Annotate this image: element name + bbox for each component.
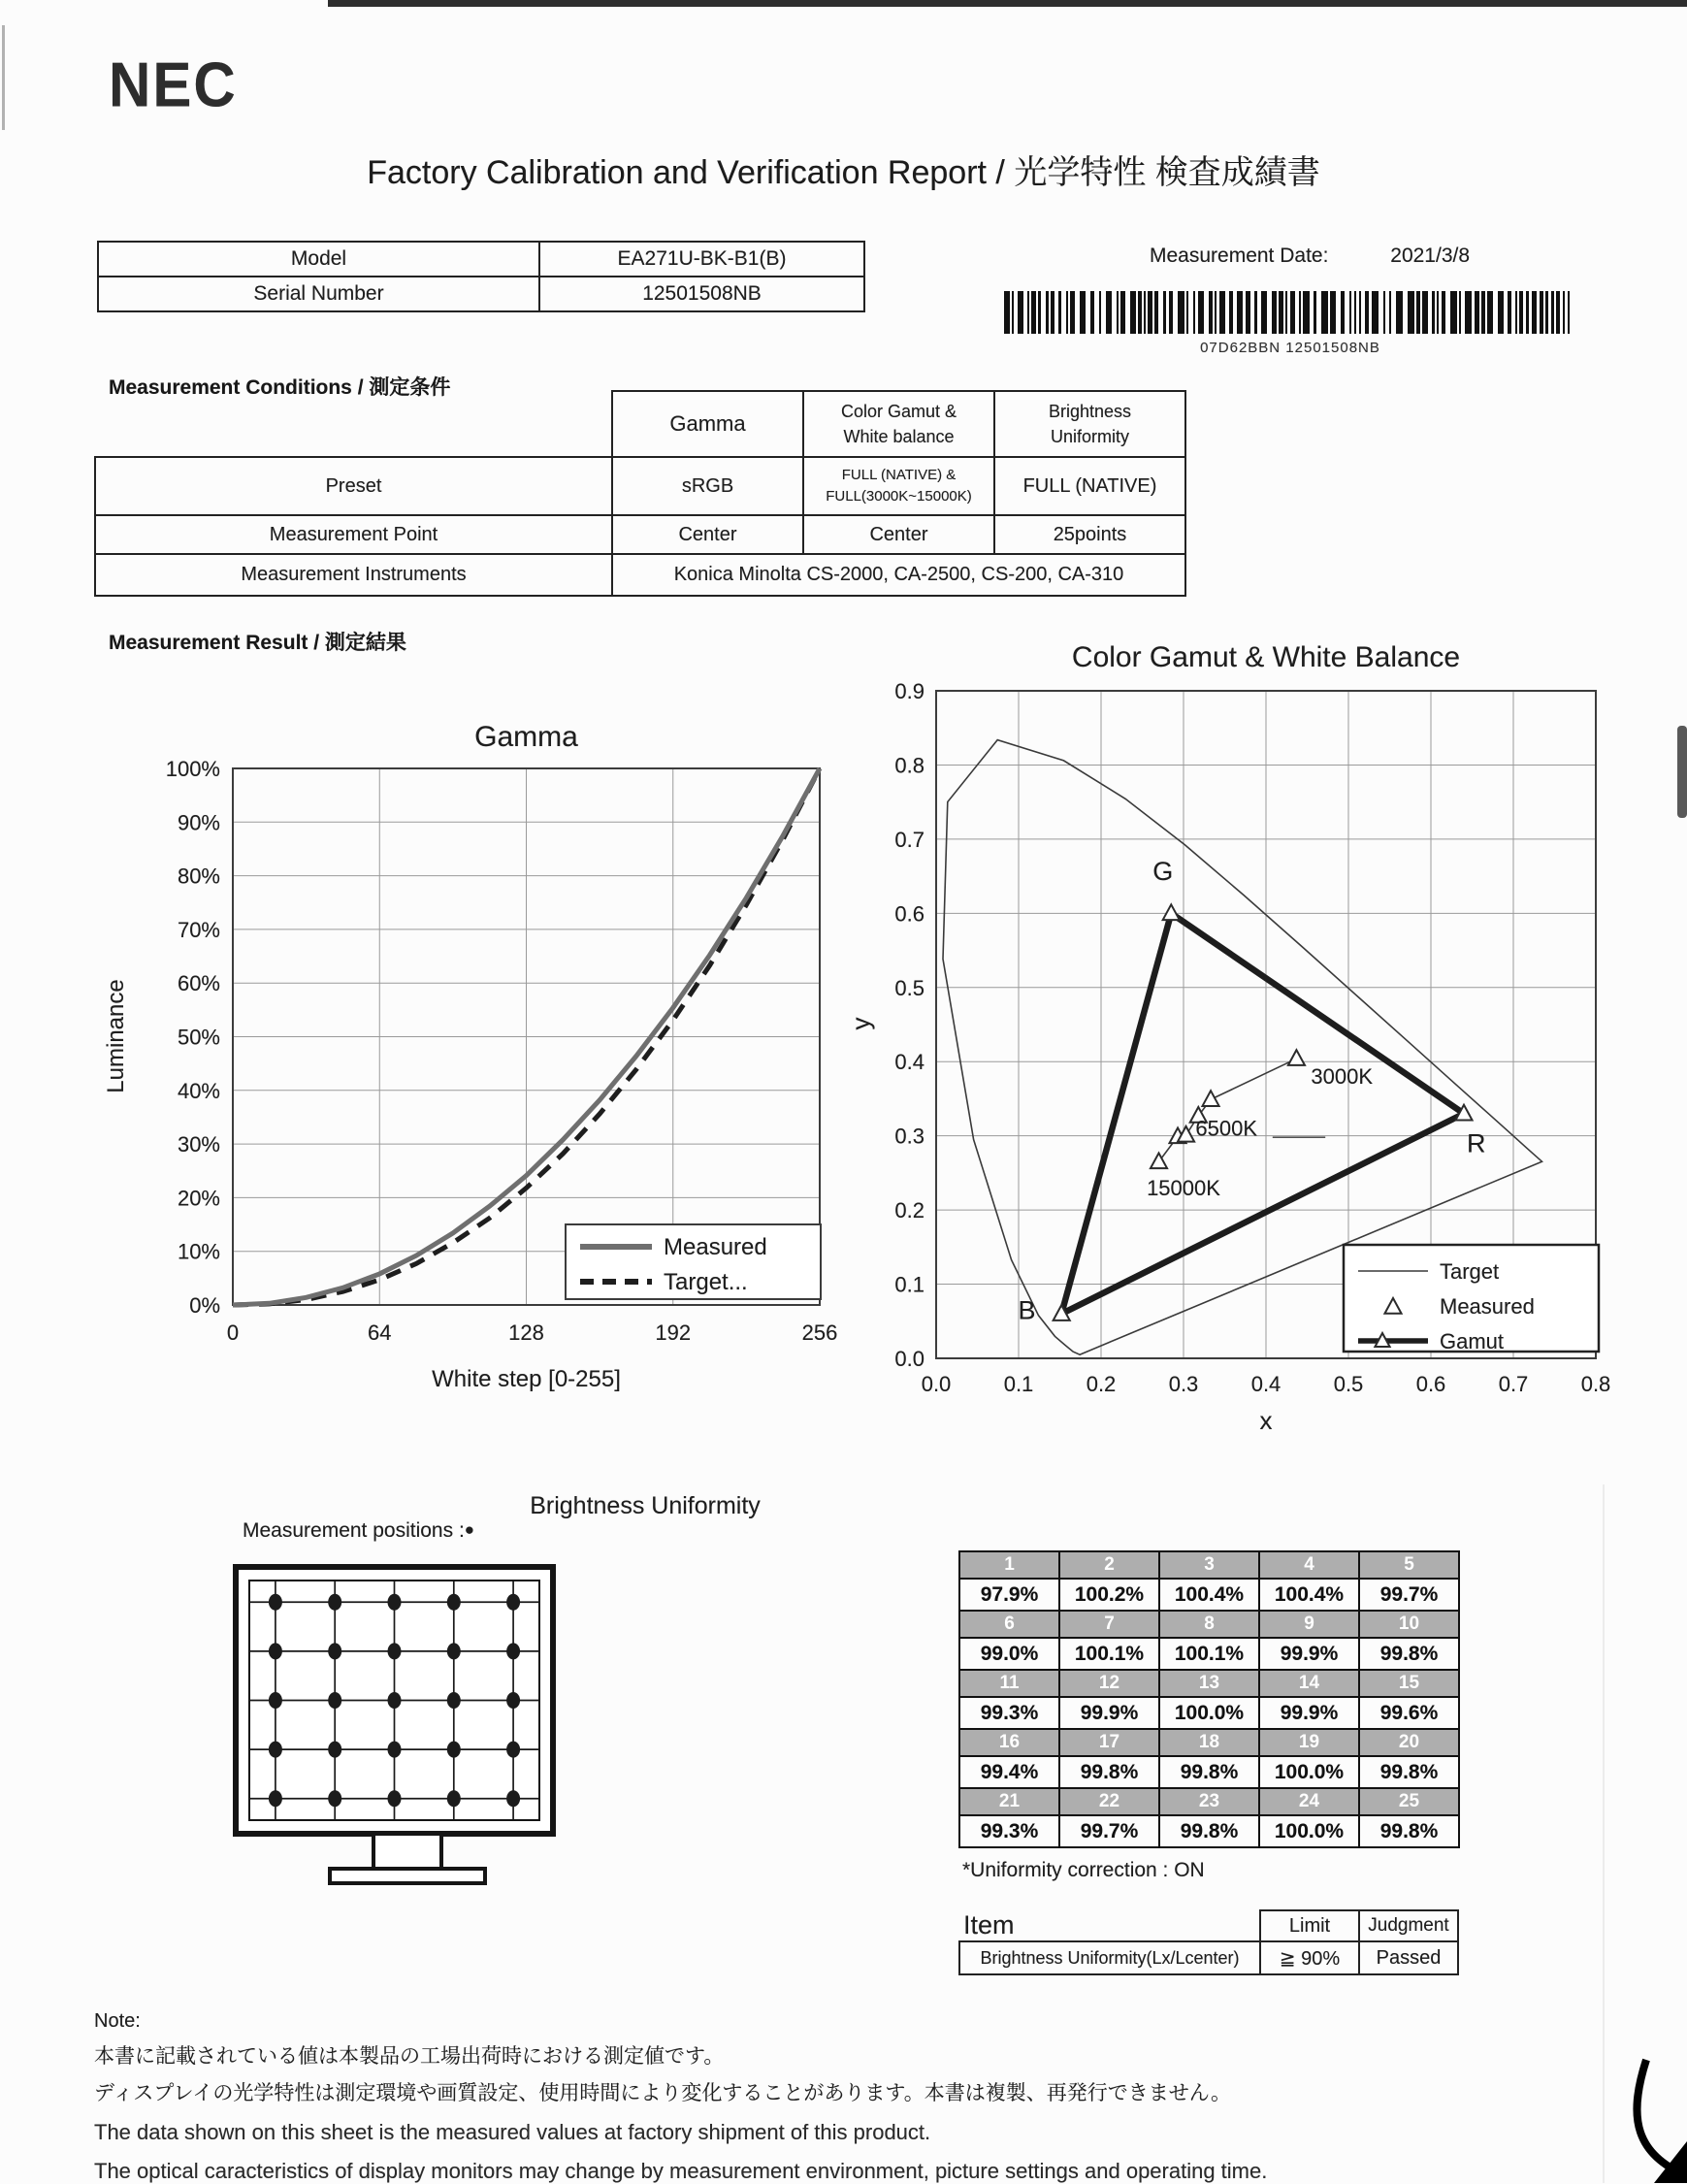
gamma-y-tick-label: 20% — [177, 1186, 220, 1211]
point-label: Measurement Point — [95, 515, 612, 554]
gamma-y-tick-label: 80% — [177, 864, 220, 889]
white-point-label: 3000K — [1311, 1064, 1374, 1090]
monitor-stand-base — [330, 1869, 485, 1883]
barcode-bar — [1070, 291, 1075, 334]
conditions-corner-cell — [95, 391, 612, 457]
uniformity-cell-value: 100.0% — [1159, 1697, 1259, 1729]
measurement-position-dot — [388, 1790, 402, 1807]
barcode-bar — [1237, 291, 1243, 334]
vertex-label-R: R — [1467, 1128, 1486, 1158]
uniformity-cell-value: 99.8% — [1159, 1756, 1259, 1788]
barcode-bar — [1290, 291, 1295, 334]
uniformity-cell-number: 25 — [1359, 1788, 1459, 1815]
barcode-bar — [1556, 291, 1560, 334]
uniformity-cell-value: 100.2% — [1059, 1579, 1159, 1611]
page-title: Factory Calibration and Verification Report / 光学特性 検査成績書 — [367, 154, 1320, 191]
barcode-bar — [1526, 291, 1529, 334]
measurement-position-dot — [328, 1790, 341, 1807]
barcode-bar — [1299, 291, 1301, 334]
conditions-header-gamut — [803, 391, 994, 457]
barcode-bar — [1144, 291, 1146, 334]
preset-label: Preset — [95, 457, 612, 515]
barcode-bar — [1012, 291, 1014, 334]
point-uniformity: 25points — [994, 515, 1185, 554]
gamma-y-tick-label: 40% — [177, 1078, 220, 1103]
table-row — [98, 242, 864, 277]
color-gamut-chart — [844, 636, 1620, 1455]
barcode-bar — [1372, 291, 1379, 334]
measurement-position-dot — [447, 1790, 461, 1807]
uniformity-cell-value: 99.8% — [1059, 1756, 1159, 1788]
barcode-bar — [1186, 291, 1188, 334]
measurement-position-dot — [388, 1643, 402, 1659]
white-point-label: 6500K — [1195, 1116, 1258, 1141]
measurement-position-dot — [506, 1742, 520, 1758]
barcode-bar — [1508, 291, 1511, 334]
gamut-y-tick-label: 0.1 — [894, 1272, 925, 1297]
barcode-bar — [1215, 291, 1217, 334]
uniformity-correction-note: *Uniformity correction : ON — [962, 1859, 1205, 1881]
uniformity-value-row — [959, 1756, 1459, 1788]
barcode-bar — [1130, 291, 1136, 334]
uniformity-cell-number: 18 — [1159, 1729, 1259, 1756]
uniformity-cell-number: 16 — [959, 1729, 1059, 1756]
barcode-bar — [1422, 291, 1428, 334]
gamma-y-tick-label: 90% — [177, 810, 220, 835]
measured-white-point-marker — [1203, 1091, 1219, 1106]
gamma-chart — [102, 713, 849, 1417]
preset-gamut — [803, 457, 994, 515]
barcode-bar — [1148, 291, 1152, 334]
gamut-x-tick-label: 0.4 — [1250, 1372, 1281, 1396]
cell-line: FULL (NATIVE) & — [841, 466, 957, 483]
uniformity-cell-number: 14 — [1259, 1670, 1359, 1697]
barcode-bar — [1519, 291, 1523, 334]
barcode-bar — [1515, 291, 1517, 334]
barcode-bar — [1354, 291, 1356, 334]
gamut-vertex-marker-g — [1163, 904, 1180, 920]
uniformity-cell-value: 99.8% — [1159, 1815, 1259, 1847]
white-point-label: 15000K — [1147, 1175, 1220, 1200]
barcode-bar — [1532, 291, 1537, 334]
uniformity-cell-number: 10 — [1359, 1611, 1459, 1638]
model-serial-table — [97, 241, 865, 312]
barcode-bar — [1219, 291, 1225, 334]
barcode-bar — [1437, 291, 1439, 334]
table-row — [95, 391, 1185, 457]
measurement-position-dot — [447, 1594, 461, 1611]
uniformity-cell-value: 97.9% — [959, 1579, 1059, 1611]
uniformity-cell-number: 4 — [1259, 1551, 1359, 1579]
gamut-legend-gamut: Gamut — [1440, 1329, 1505, 1353]
barcode-bar — [1396, 291, 1403, 334]
measurement-position-dot — [388, 1692, 402, 1709]
scan-artifact-right-smudge — [1677, 726, 1687, 818]
barcode-bar — [1481, 291, 1485, 334]
uniformity-cell-number: 8 — [1159, 1611, 1259, 1638]
measurement-position-dot — [328, 1594, 341, 1611]
gamut-chart-title: Color Gamut & White Balance — [1071, 641, 1461, 673]
uniformity-table — [958, 1550, 1460, 1848]
uniformity-cell-number: 5 — [1359, 1551, 1459, 1579]
barcode-bars — [1004, 291, 1576, 334]
model-label: Model — [98, 242, 539, 277]
barcode-bar — [1459, 291, 1461, 334]
judgment-table — [958, 1909, 1459, 1975]
barcode-bar — [1027, 291, 1029, 334]
barcode-bar — [1154, 291, 1158, 334]
barcode-bar — [1321, 291, 1328, 334]
barcode-bar — [1383, 291, 1385, 334]
measurement-position-dot — [447, 1742, 461, 1758]
gamut-y-tick-label: 0.2 — [894, 1198, 925, 1223]
barcode-bar — [1051, 291, 1054, 334]
uniformity-cell-value: 99.9% — [1059, 1697, 1159, 1729]
uniformity-cell-value: 100.4% — [1259, 1579, 1359, 1611]
gamut-x-tick-label: 0.1 — [1003, 1372, 1034, 1396]
barcode-bar — [1341, 291, 1345, 334]
monitor-diagram — [223, 1509, 572, 1897]
judgment-limit: ≧ 90% — [1260, 1941, 1359, 1974]
gamma-chart-title: Gamma — [474, 721, 578, 753]
uniformity-value-row — [959, 1579, 1459, 1611]
uniformity-cell-number: 20 — [1359, 1729, 1459, 1756]
barcode-bar — [1475, 291, 1479, 334]
barcode-bar — [1285, 291, 1287, 334]
barcode-bar — [1545, 291, 1548, 334]
table-row — [95, 515, 1185, 554]
gamma-y-tick-label: 70% — [177, 917, 220, 942]
measurement-position-dot — [328, 1692, 341, 1709]
barcode-bar — [1432, 291, 1435, 334]
conditions-table — [94, 390, 1186, 597]
position-dot-icon: ● — [464, 1520, 475, 1539]
barcode-bar — [1038, 291, 1041, 334]
barcode-bar — [1563, 291, 1565, 334]
gamma-x-tick-label: 64 — [368, 1320, 392, 1345]
gamut-y-tick-label: 0.3 — [894, 1124, 925, 1149]
judgment-result: Passed — [1359, 1941, 1458, 1974]
barcode-bar — [1408, 291, 1414, 334]
cell-line: FULL(3000K~15000K) — [826, 488, 972, 505]
uniformity-number-row — [959, 1611, 1459, 1638]
note-label: Note: — [94, 2010, 141, 2032]
brightness-uniformity-title: Brightness Uniformity — [530, 1492, 761, 1519]
barcode-bar — [1551, 291, 1554, 334]
barcode-bar — [1080, 291, 1086, 334]
barcode-bar — [1090, 291, 1094, 334]
instruments-value: Konica Minolta CS-2000, CA-2500, CS-200, CA-310 — [612, 554, 1185, 596]
uniformity-cell-value: 99.3% — [959, 1815, 1059, 1847]
result-heading: Measurement Result / 測定結果 — [109, 632, 406, 654]
gamma-y-tick-label: 0% — [189, 1293, 220, 1318]
uniformity-cell-value: 99.4% — [959, 1756, 1059, 1788]
measurement-position-dot — [506, 1692, 520, 1709]
header-line: Color Gamut & — [840, 401, 957, 421]
gamma-y-tick-label: 60% — [177, 971, 220, 996]
gamut-x-axis-label: x — [1259, 1406, 1273, 1435]
barcode-bar — [1359, 291, 1361, 334]
barcode-bar — [1487, 291, 1493, 334]
uniformity-cell-number: 19 — [1259, 1729, 1359, 1756]
gamut-y-tick-label: 0.4 — [894, 1050, 925, 1075]
measurement-date-label: Measurement Date: — [1150, 244, 1329, 267]
measured-white-point-marker — [1151, 1153, 1167, 1168]
header-line: Uniformity — [1050, 427, 1129, 446]
uniformity-cell-number: 6 — [959, 1611, 1059, 1638]
note-line-jp: 本書に記載されている値は本製品の工場出荷時における測定値です。 — [94, 2045, 725, 2068]
uniformity-cell-value: 99.8% — [1359, 1638, 1459, 1670]
uniformity-cell-value: 100.0% — [1259, 1815, 1359, 1847]
uniformity-number-row — [959, 1729, 1459, 1756]
gamut-y-tick-label: 0.9 — [894, 679, 925, 703]
header-line: White balance — [843, 427, 955, 446]
gamut-legend-target: Target — [1440, 1259, 1500, 1284]
measurement-position-dot — [388, 1594, 402, 1611]
gamut-y-tick-label: 0.6 — [894, 901, 925, 927]
barcode-bar — [1193, 291, 1195, 334]
uniformity-value-row — [959, 1697, 1459, 1729]
conditions-header-gamma: Gamma — [612, 391, 803, 457]
limit-header: Limit — [1260, 1910, 1359, 1941]
barcode-bar — [1099, 291, 1101, 334]
gamma-y-tick-label: 30% — [177, 1132, 220, 1157]
serial-label: Serial Number — [98, 277, 539, 311]
barcode-bar — [1046, 291, 1049, 334]
barcode-bar — [1066, 291, 1068, 334]
uniformity-cell-number: 3 — [1159, 1551, 1259, 1579]
gamma-x-axis-label: White step [0-255] — [432, 1366, 621, 1392]
uniformity-cell-value: 100.1% — [1159, 1638, 1259, 1670]
barcode-bar — [1117, 291, 1119, 334]
uniformity-cell-value: 99.0% — [959, 1638, 1059, 1670]
uniformity-number-row — [959, 1788, 1459, 1815]
note-line-en: The optical caracteristics of display monitors may change by measurement environment, picture settings and operating time. — [94, 2159, 1268, 2183]
measured-white-point-marker — [1288, 1050, 1305, 1065]
measurement-position-dot — [328, 1643, 341, 1659]
barcode-bar — [1163, 291, 1166, 334]
uniformity-cell-number: 7 — [1059, 1611, 1159, 1638]
barcode-bar — [1279, 291, 1283, 334]
gamut-y-tick-label: 0.8 — [894, 753, 925, 778]
uniformity-cell-number: 9 — [1259, 1611, 1359, 1638]
barcode-bar — [1229, 291, 1233, 334]
uniformity-cell-number: 24 — [1259, 1788, 1359, 1815]
barcode-bar — [1120, 291, 1125, 334]
uniformity-cell-number: 11 — [959, 1670, 1059, 1697]
barcode-bar — [1138, 291, 1142, 334]
barcode-bar — [1246, 291, 1250, 334]
vertex-label-B: B — [1018, 1295, 1036, 1325]
item-header: Item — [963, 1910, 1015, 1940]
barcode-bar — [1349, 291, 1351, 334]
serial-value: 12501508NB — [539, 277, 864, 311]
barcode-bar — [1209, 291, 1213, 334]
nec-logo: NEC — [109, 49, 238, 120]
measurement-position-dot — [447, 1643, 461, 1659]
note-line-jp: ディスプレイの光学特性は測定環境や画質設定、使用時間により変化することがあります。本書は複製、再発行できません。 — [94, 2082, 1232, 2104]
uniformity-number-row — [959, 1670, 1459, 1697]
barcode-bar — [1272, 291, 1277, 334]
table-row — [959, 1941, 1458, 1974]
table-row — [95, 554, 1185, 596]
barcode-bar — [1465, 291, 1472, 334]
barcode-bar — [1330, 291, 1336, 334]
gamut-y-tick-label: 0.0 — [894, 1347, 925, 1371]
gamut-x-tick-label: 0.6 — [1415, 1372, 1446, 1396]
notes-section — [94, 2010, 1607, 2184]
measurement-position-dot — [328, 1742, 341, 1758]
barcode-bar — [1178, 291, 1184, 334]
preset-uniformity: FULL (NATIVE) — [994, 457, 1185, 515]
barcode-bar — [1169, 291, 1173, 334]
barcode-bar — [1004, 291, 1010, 334]
gamma-y-axis-label: Luminance — [103, 979, 129, 1093]
uniformity-cell-value: 99.8% — [1359, 1815, 1459, 1847]
uniformity-cell-number: 12 — [1059, 1670, 1159, 1697]
uniformity-value-row — [959, 1638, 1459, 1670]
gamut-y-axis-label: y — [846, 1017, 875, 1030]
measurement-positions-text: Measurement positions : — [243, 1519, 465, 1542]
gamut-x-tick-label: 0.8 — [1580, 1372, 1611, 1396]
table-row — [95, 457, 1185, 515]
measurement-position-dot — [269, 1742, 282, 1758]
barcode-bar — [1261, 291, 1267, 334]
gamma-y-tick-label: 100% — [165, 757, 220, 781]
gamma-legend-measured: Measured — [664, 1234, 767, 1260]
uniformity-cell-value: 99.3% — [959, 1697, 1059, 1729]
gamut-x-tick-label: 0.7 — [1498, 1372, 1529, 1396]
barcode-bar — [1416, 291, 1420, 334]
gamma-x-tick-label: 0 — [226, 1320, 240, 1345]
uniformity-cell-value: 100.4% — [1159, 1579, 1259, 1611]
uniformity-number-row — [959, 1551, 1459, 1579]
measurement-position-dot — [506, 1643, 520, 1659]
judgment-header: Judgment — [1359, 1910, 1458, 1941]
barcode-bar — [1254, 291, 1257, 334]
uniformity-cell-number: 13 — [1159, 1670, 1259, 1697]
scan-artifact-top-bar — [328, 0, 1687, 7]
measurement-position-dot — [269, 1643, 282, 1659]
measurement-position-dot — [506, 1594, 520, 1611]
measurement-position-dot — [506, 1790, 520, 1807]
uniformity-cell-value: 99.8% — [1359, 1756, 1459, 1788]
vertex-label-G: G — [1152, 856, 1174, 886]
monitor-stand-neck — [373, 1834, 441, 1869]
white-balance-line — [1159, 1059, 1297, 1161]
gamma-x-tick-label: 128 — [508, 1320, 544, 1345]
uniformity-cell-number: 1 — [959, 1551, 1059, 1579]
gamut-x-tick-label: 0.3 — [1168, 1372, 1199, 1396]
note-line-en: The data shown on this sheet is the measured values at factory shipment of this product. — [94, 2120, 931, 2144]
barcode-bar — [1314, 291, 1316, 334]
gamut-y-tick-label: 0.5 — [894, 975, 925, 1000]
uniformity-value-row — [959, 1815, 1459, 1847]
measurement-position-dot — [269, 1594, 282, 1611]
conditions-header-uniformity — [994, 391, 1185, 457]
uniformity-cell-number: 23 — [1159, 1788, 1259, 1815]
measurement-position-dot — [269, 1692, 282, 1709]
gamma-x-tick-label: 192 — [655, 1320, 692, 1345]
barcode-bar — [1450, 291, 1457, 334]
barcode-text: 07D62BBN 12501508NB — [1200, 340, 1380, 356]
header-line: Brightness — [1048, 401, 1132, 421]
uniformity-cell-number: 22 — [1059, 1788, 1159, 1815]
gamma-x-tick-label: 256 — [801, 1320, 838, 1345]
uniformity-cell-value: 99.9% — [1259, 1638, 1359, 1670]
barcode-bar — [1198, 291, 1204, 334]
barcode-bar — [1389, 291, 1391, 334]
table-row — [959, 1910, 1458, 1941]
gamut-x-tick-label: 0.2 — [1086, 1372, 1117, 1396]
gamma-y-tick-label: 50% — [177, 1025, 220, 1050]
measurement-position-dot — [447, 1692, 461, 1709]
barcode-bar — [1106, 291, 1112, 334]
uniformity-cell-value: 100.0% — [1259, 1756, 1359, 1788]
barcode-bar — [1018, 291, 1023, 334]
measurement-date-value: 2021/3/8 — [1390, 244, 1471, 267]
gamma-legend-target: Target... — [664, 1269, 748, 1295]
instruments-label: Measurement Instruments — [95, 554, 612, 596]
gamma-y-tick-label: 10% — [177, 1239, 220, 1264]
uniformity-cell-number: 15 — [1359, 1670, 1459, 1697]
barcode-bar — [1303, 291, 1310, 334]
barcode-bar — [1365, 291, 1369, 334]
model-value: EA271U-BK-B1(B) — [539, 242, 864, 277]
judgment-item: Brightness Uniformity(Lx/Lcenter) — [959, 1941, 1260, 1974]
barcode-bar — [1442, 291, 1445, 334]
uniformity-cell-value: 99.7% — [1359, 1579, 1459, 1611]
barcode-bar — [1568, 291, 1570, 334]
point-gamma: Center — [612, 515, 803, 554]
gamut-x-tick-label: 0.0 — [921, 1372, 952, 1396]
gamut-x-tick-label: 0.5 — [1333, 1372, 1364, 1396]
uniformity-cell-value: 100.1% — [1059, 1638, 1159, 1670]
conditions-heading: Measurement Conditions / 測定条件 — [109, 376, 451, 399]
preset-gamma: sRGB — [612, 457, 803, 515]
barcode-bar — [1540, 291, 1543, 334]
barcode-bar — [1058, 291, 1061, 334]
point-gamut: Center — [803, 515, 994, 554]
measurement-date — [1150, 244, 1470, 268]
gamut-y-tick-label: 0.7 — [894, 827, 925, 852]
table-row — [98, 277, 864, 311]
gamut-legend-measured: Measured — [1440, 1294, 1535, 1319]
uniformity-cell-value: 99.6% — [1359, 1697, 1459, 1729]
uniformity-cell-value: 99.7% — [1059, 1815, 1159, 1847]
uniformity-cell-number: 21 — [959, 1788, 1059, 1815]
scan-artifact-left-line — [2, 25, 5, 130]
barcode-bar — [1498, 291, 1504, 334]
measurement-position-dot — [269, 1790, 282, 1807]
measurement-position-dot — [388, 1742, 402, 1758]
uniformity-cell-value: 99.9% — [1259, 1697, 1359, 1729]
uniformity-cell-number: 2 — [1059, 1551, 1159, 1579]
barcode-bar — [1031, 291, 1036, 334]
uniformity-cell-number: 17 — [1059, 1729, 1159, 1756]
barcode — [1004, 291, 1576, 356]
